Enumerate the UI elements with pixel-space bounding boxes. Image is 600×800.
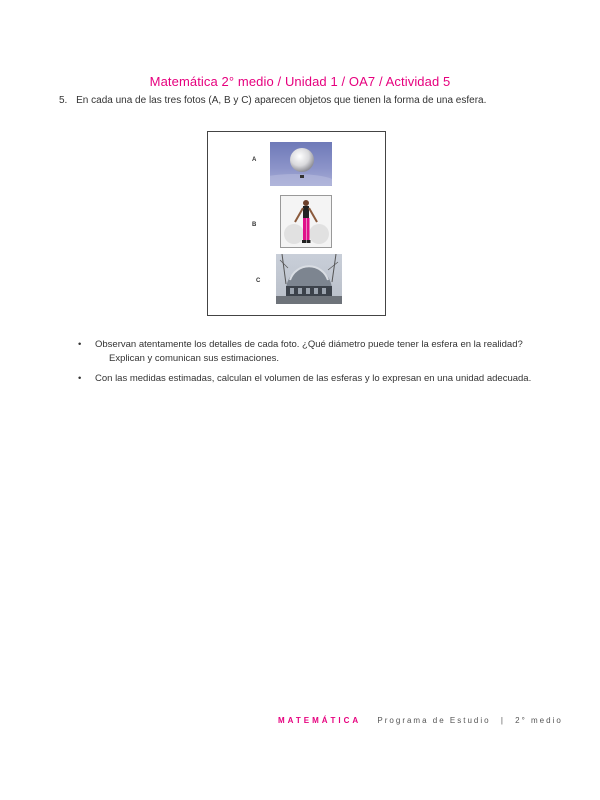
photo-label-c: C [256,278,261,284]
footer-grade: 2° medio [515,716,563,725]
bullet-text: Observan atentamente los detalles de cada foto. ¿Qué diámetro puede tener la esfera en la realidad? [95,339,523,350]
bullet-text-continued: Explican y comunican sus estimaciones. [109,353,280,364]
photo-figure [207,131,386,316]
bullet-dot-icon: • [78,373,82,384]
bullet-text: Con las medidas estimadas, calculan el volumen de las esferas y lo expresan en una unidad adecuada. [95,373,532,384]
question-number: 5. [59,95,68,106]
photo-label-a: A [252,157,257,163]
page-title: Matemática 2° medio / Unidad 1 / OA7 / Actividad 5 [149,74,451,89]
question-text: En cada una de las tres fotos (A, B y C) aparecen objetos que tienen la forma de una esfera. [76,95,487,106]
question-statement [59,95,486,106]
footer-brand: MATEMÁTICA [278,716,362,725]
photo-b-person [280,195,332,248]
footer-program: Programa de Estudio [377,716,491,725]
activity-bullets [78,338,548,392]
footer-separator: | [500,716,505,725]
photo-label-b: B [252,222,257,228]
list-item [78,338,548,366]
photo-a-balloon [270,142,332,186]
bullet-dot-icon: • [78,339,82,350]
list-item [78,372,548,386]
photo-c-building [276,254,342,304]
page-footer [278,716,563,725]
